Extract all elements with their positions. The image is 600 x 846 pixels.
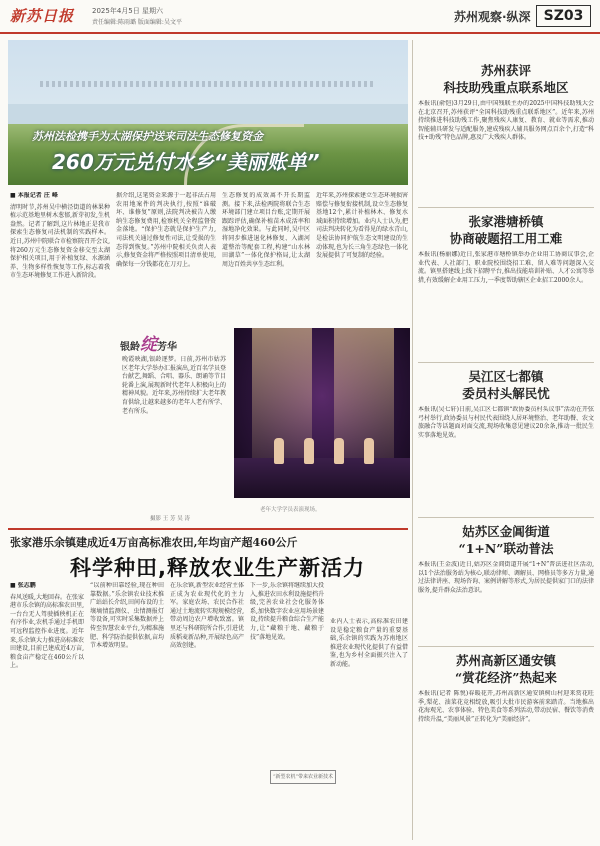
lead-kicker: 苏州法检携手为太湖保护送来司法生态修复资金 <box>32 130 263 143</box>
newspaper-brand: 新苏日报 <box>10 7 75 25</box>
lead-text-3: 生态修复的成效离不开长期监测。接下来,法检两院将联合生态环境部门建立项目台账,定期开展跟踪评估,确保补植苗木成活率和湿地净化效果。与此同时,吴中区将同步推进退化林修复、入湖河道整治等配套工程,构建“山水林田湖草”一体化保护格局,让太湖周边百姓共享生态红利。 <box>222 192 310 268</box>
middle-text-5: 业内人士表示,高标准农田建设是稳定粮食产量的重要基础,乐余镇的实践为苏南地区推进农业现代化提供了有益借鉴,也为乡村全面振兴注入了新动能。 <box>330 618 408 668</box>
feature-title-pre: 银龄 <box>120 342 140 353</box>
lead-text-4: 近年来,苏州探索建立生态环境损害赔偿与修复衔接机制,设立生态修复基地12个,累计补植林木、修复水域面积持续增加。业内人士认为,把司法判决转化为看得见的绿水青山,是检法协同护航生态文明建设的生动体现,也为长三角生态绿色一体化发展提供了可复制的经验。 <box>316 192 408 260</box>
feature-block <box>120 330 230 530</box>
middle-headline: 科学种田,释放农业生产新活力 <box>70 556 365 580</box>
section-rule <box>8 528 408 530</box>
brief-5-body: 本报讯(记者 陈悦)春暖花开,苏州高新区通安镇树山村迎来赏花旺季,梨花、油菜花竞相绽放,吸引大批市民游客前来踏青。当地推出花海观光、农事体验、特色美食等系列活动,带动民宿、餐饮等消费持续升温,“美丽风景”正转化为“美丽经济”。 <box>418 690 594 723</box>
middle-column-3 <box>170 582 244 840</box>
brief-2-body: 本报讯(杨丽娜)近日,张家港市塘桥镇举办企业用工协商议事会,企业代表、人社部门、职业院校围绕招工难、留人难等问题深入交流。镇里搭建线上线下招聘平台,推出技能培训补贴、人才公寓等举措,有效缓解企业用工压力,一季度帮助辖区企业招工2000余人。 <box>418 251 594 284</box>
middle-subhead-box: “新型农机”带来农业新技术 <box>270 770 336 784</box>
performer <box>274 438 284 464</box>
stage-caption: 老年大学学员表演现场。 <box>260 507 321 513</box>
lead-text-1: 清明时节,苏州吴中横泾街道的林果种植示范基地里树木葱郁,新芽初发,生机盎然。记者了解到,这片林地正是我市探索生态修复司法机制的实践样本。近日,苏州中院联合市检察院召开会议,将260万元生态修复资金移交至太湖保护相关项目,用于补植复绿、水源涵养、生物多样性恢复等工作,标志着我市生态环境修复工作进入新阶段。 <box>10 203 110 280</box>
brief-4-body: 本报讯(王金波)近日,姑苏区金阊街道开展“1+N”普法进社区活动,以1个法治服务站为核心,联动律师、调解员、网格员等多方力量,通过法律讲座、现场咨询、案例讲解等形式,为居民提供家门口的法律服务,提升群众法治意识。 <box>418 561 594 594</box>
page-number: SZ03 <box>536 5 591 27</box>
feature-title-post: 芳华 <box>157 342 177 353</box>
middle-column-5 <box>330 618 408 840</box>
feature-intro: 晚霞映湖,银龄逐梦。日前,苏州市姑苏区老年大学举办汇报演出,近百名学员登台献艺,舞蹈、合唱、器乐、朗诵等节目轮番上演,展现新时代老年人积极向上的精神风貌。近年来,苏州持续扩大老年教育供给,让越来越多的老年人老有所学、老有所乐。 <box>122 356 226 415</box>
lead-text-2: 据介绍,这笔资金来源于一起非法占用农用地案件的判决执行,按照“谁破坏、谁修复”原则,法院判决被告人缴纳生态修复费用,检察机关全程监督资金落地。“保护生态就是保护生产力,司法机关通过修复性司法,让受损的生态得到恢复。”苏州中院相关负责人表示,修复资金将严格按照项目清单使用,确保每一分钱都花在刀刃上。 <box>116 192 216 268</box>
lead-byline: ■ 本报记者 庄 峰 <box>10 192 58 199</box>
lead-photo <box>8 40 408 185</box>
brief-divider <box>418 517 594 518</box>
lead-column-2 <box>116 192 216 324</box>
stage-floor <box>234 458 410 498</box>
middle-text-3: 在乐余镇,新型农业经营主体正成为农业现代化的主力军。家庭农场、农民合作社通过土地流转实现规模经营,带动周边农户增收致富。镇里还与科研院所合作,引进优质稻麦新品种,开展绿色高产高效创建。 <box>170 582 244 650</box>
middle-text-1: 春风送暖,大地回春。在张家港市乐余镇的高标准农田里,一台台无人驾驶插秧机正在有序作业,农机手通过手机即可远程监控作业进度。近年来,乐余镇大力推进高标准农田建设,目前已建成近4万亩,粮食亩产稳定在460公斤以上。 <box>10 593 84 670</box>
stage-photo <box>234 328 410 498</box>
performer <box>304 438 314 464</box>
middle-column-2 <box>90 582 164 840</box>
brief-divider <box>418 646 594 647</box>
issue-date: 2025年4月5日 星期六 <box>92 7 163 15</box>
performer <box>334 438 344 464</box>
feature-title-accent: 绽 <box>140 335 157 355</box>
middle-text-2: “以前种田靠经验,现在种田靠数据。”乐余镇农业技术推广站站长介绍,田间布设的土壤墒情监测仪、虫情测报灯等设备,可实时采集数据并上传至智慧农业平台,为精准施肥、科学防治提供依据,亩均节本增效明显。 <box>90 582 164 650</box>
brief-1-headline: 苏州获评 科技助残重点联系地区 <box>443 63 569 95</box>
brief-divider <box>418 207 594 208</box>
lead-column-3 <box>222 192 310 324</box>
middle-column-1 <box>10 582 84 840</box>
brief-4-headline: 姑苏区金阊街道 “1+N”联动普法 <box>458 524 554 556</box>
middle-column-4 <box>250 582 324 840</box>
middle-byline: ■ 张志鹏 <box>10 582 36 589</box>
section-name: 苏州观察·纵深 <box>454 10 531 24</box>
right-column <box>418 40 594 776</box>
feature-title <box>120 330 177 355</box>
skyline-silhouette <box>40 81 376 87</box>
brief-3-body: 本报讯(吴七轩)日前,吴江区七都镇“政协委员村头议事”活动在开弦弓村举行,政协委员与村民代表围绕人居环境整治、老年助餐、农文旅融合等话题面对面交流,现场收集意见建议20余条,推动一批民生实事落地见效。 <box>418 406 594 439</box>
feature-credit: 摄影 王 芳 吴 涛 <box>150 516 190 522</box>
editor-credits: 责任编辑:陈雨璐 版面编辑:吴文平 <box>92 19 182 26</box>
brief-3-headline: 吴江区七都镇 委员村头解民忧 <box>462 369 550 401</box>
brief-divider <box>418 362 594 363</box>
lead-headline: 260万元兑付水乡“美丽账单” <box>52 150 320 174</box>
lead-column-4 <box>316 192 408 324</box>
lake-band <box>8 104 408 124</box>
masthead <box>0 0 600 34</box>
brief-5-headline: 苏州高新区通安镇 “赏花经济”热起来 <box>455 653 557 685</box>
middle-text-4: 下一步,乐余镇将继续加大投入,推进农田水利设施提档升级,完善农业社会化服务体系,加快数字农业应用场景建设,持续提升粮食综合生产能力,让“藏粮于地、藏粮于技”落地见效。 <box>250 582 324 641</box>
performer <box>364 438 374 464</box>
brief-1-body: 本报讯(俞恺)3月29日,由中国残联主办的2025中国科技助残大会在北京召开,苏州获评“全国科技助残重点联系地区”。近年来,苏州持续推进科技助残工作,聚焦残疾人康复、教育、就业等需求,推动智能辅具研发与适配服务,建成残疾人辅具服务网点百余个,打造“科技+助残”特色品牌,惠及广大残疾人群体。 <box>418 100 594 142</box>
brief-2-headline: 张家港塘桥镇 协商破题招工用工难 <box>449 214 563 246</box>
lead-column-1 <box>10 192 110 522</box>
column-divider <box>412 40 413 840</box>
middle-kicker: 张家港乐余镇建成近4万亩高标准农田,年均亩产超460公斤 <box>10 536 298 549</box>
